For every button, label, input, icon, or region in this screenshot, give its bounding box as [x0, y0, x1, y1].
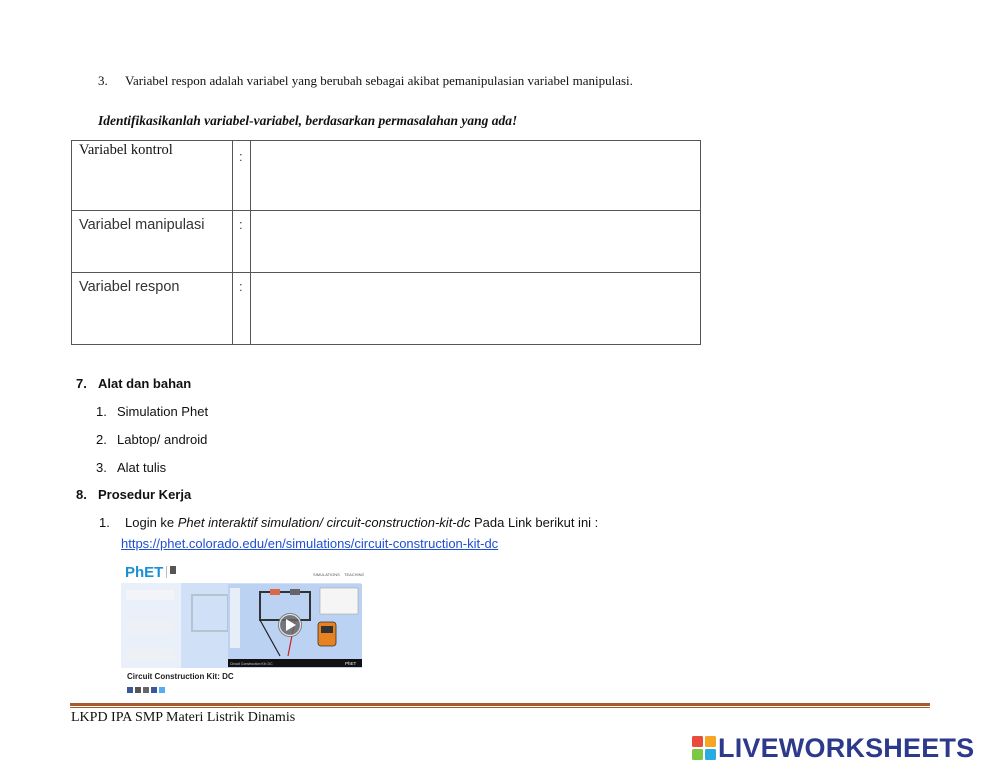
section-7-heading	[76, 376, 191, 391]
section-number: 7.	[76, 376, 87, 391]
list-item	[96, 432, 207, 447]
share-icon	[143, 687, 149, 693]
university-logo-icon	[170, 566, 176, 574]
item-text: Variabel respon adalah variabel yang berubah sebagai akibat pemanipulasian variabel manipulasi.	[125, 73, 633, 88]
section-number: 8.	[76, 487, 87, 502]
answer-cell-manipulasi[interactable]	[251, 211, 701, 273]
phet-logo: PhET	[125, 564, 164, 581]
phet-simulation-thumbnail[interactable]	[120, 560, 364, 700]
list-text: Labtop/ android	[117, 432, 208, 447]
liveworksheets-wordmark: LIVEWORKSHEETS	[718, 732, 975, 763]
step-text-prefix: Login ke	[125, 515, 178, 530]
play-icon	[278, 613, 302, 637]
footer-divider-thin	[70, 707, 930, 708]
answer-cell-kontrol[interactable]	[251, 141, 701, 211]
variables-table	[71, 140, 701, 345]
list-text: Simulation Phet	[117, 404, 209, 419]
row-label-respon: Variabel respon	[72, 273, 233, 345]
liveworksheets-brand	[692, 731, 974, 765]
row-label-kontrol: Variabel kontrol	[72, 141, 233, 211]
footer-divider	[70, 703, 930, 706]
row-label-manipulasi: Variabel manipulasi	[72, 211, 233, 273]
list-number: 2.	[96, 432, 107, 447]
section-title: Prosedur Kerja	[98, 487, 192, 502]
list-number: 1.	[96, 404, 107, 419]
instruction-heading: Identifikasikanlah variabel-variabel, berdasarkan permasalahan yang ada!	[98, 113, 518, 128]
list-text: Alat tulis	[117, 460, 167, 475]
item-number: 3.	[98, 73, 108, 88]
share-icon	[159, 687, 165, 693]
phet-simulation-link[interactable]: https://phet.colorado.edu/en/simulations/circuit-construction-kit-dc	[121, 536, 499, 551]
voltmeter-icon	[318, 622, 336, 646]
table-row	[72, 211, 701, 273]
liveworksheets-logo-icon	[692, 736, 716, 760]
nav-teaching: TEACHING	[344, 572, 364, 577]
footer-text: LKPD IPA SMP Materi Listrik Dinamis	[71, 710, 296, 725]
share-icon	[127, 687, 133, 693]
list-item	[96, 404, 208, 419]
row-separator: :	[233, 211, 251, 273]
nav-simulations: SIMULATIONS	[313, 572, 340, 577]
section-title: Alat dan bahan	[98, 376, 192, 391]
list-item	[96, 460, 166, 475]
phet-badge: PhET	[345, 661, 357, 666]
share-icon	[135, 687, 141, 693]
table-row	[72, 273, 701, 345]
row-separator: :	[233, 141, 251, 211]
thumbnail-caption: Circuit Construction Kit: DC	[127, 672, 234, 681]
list-number: 1.	[99, 515, 110, 530]
table-row	[72, 141, 701, 211]
step-text-suffix: Pada Link berikut ini :	[470, 515, 599, 530]
item-3-definition	[98, 73, 633, 89]
share-icon	[151, 687, 157, 693]
row-separator: :	[233, 273, 251, 345]
list-number: 3.	[96, 460, 107, 475]
answer-cell-respon[interactable]	[251, 273, 701, 345]
section-8-heading	[76, 487, 191, 502]
procedure-step-1	[99, 515, 598, 530]
step-text-italic: Phet interaktif simulation/ circuit-construction-kit-dc	[177, 515, 471, 530]
player-label: Circuit Construction Kit: DC	[230, 662, 273, 666]
